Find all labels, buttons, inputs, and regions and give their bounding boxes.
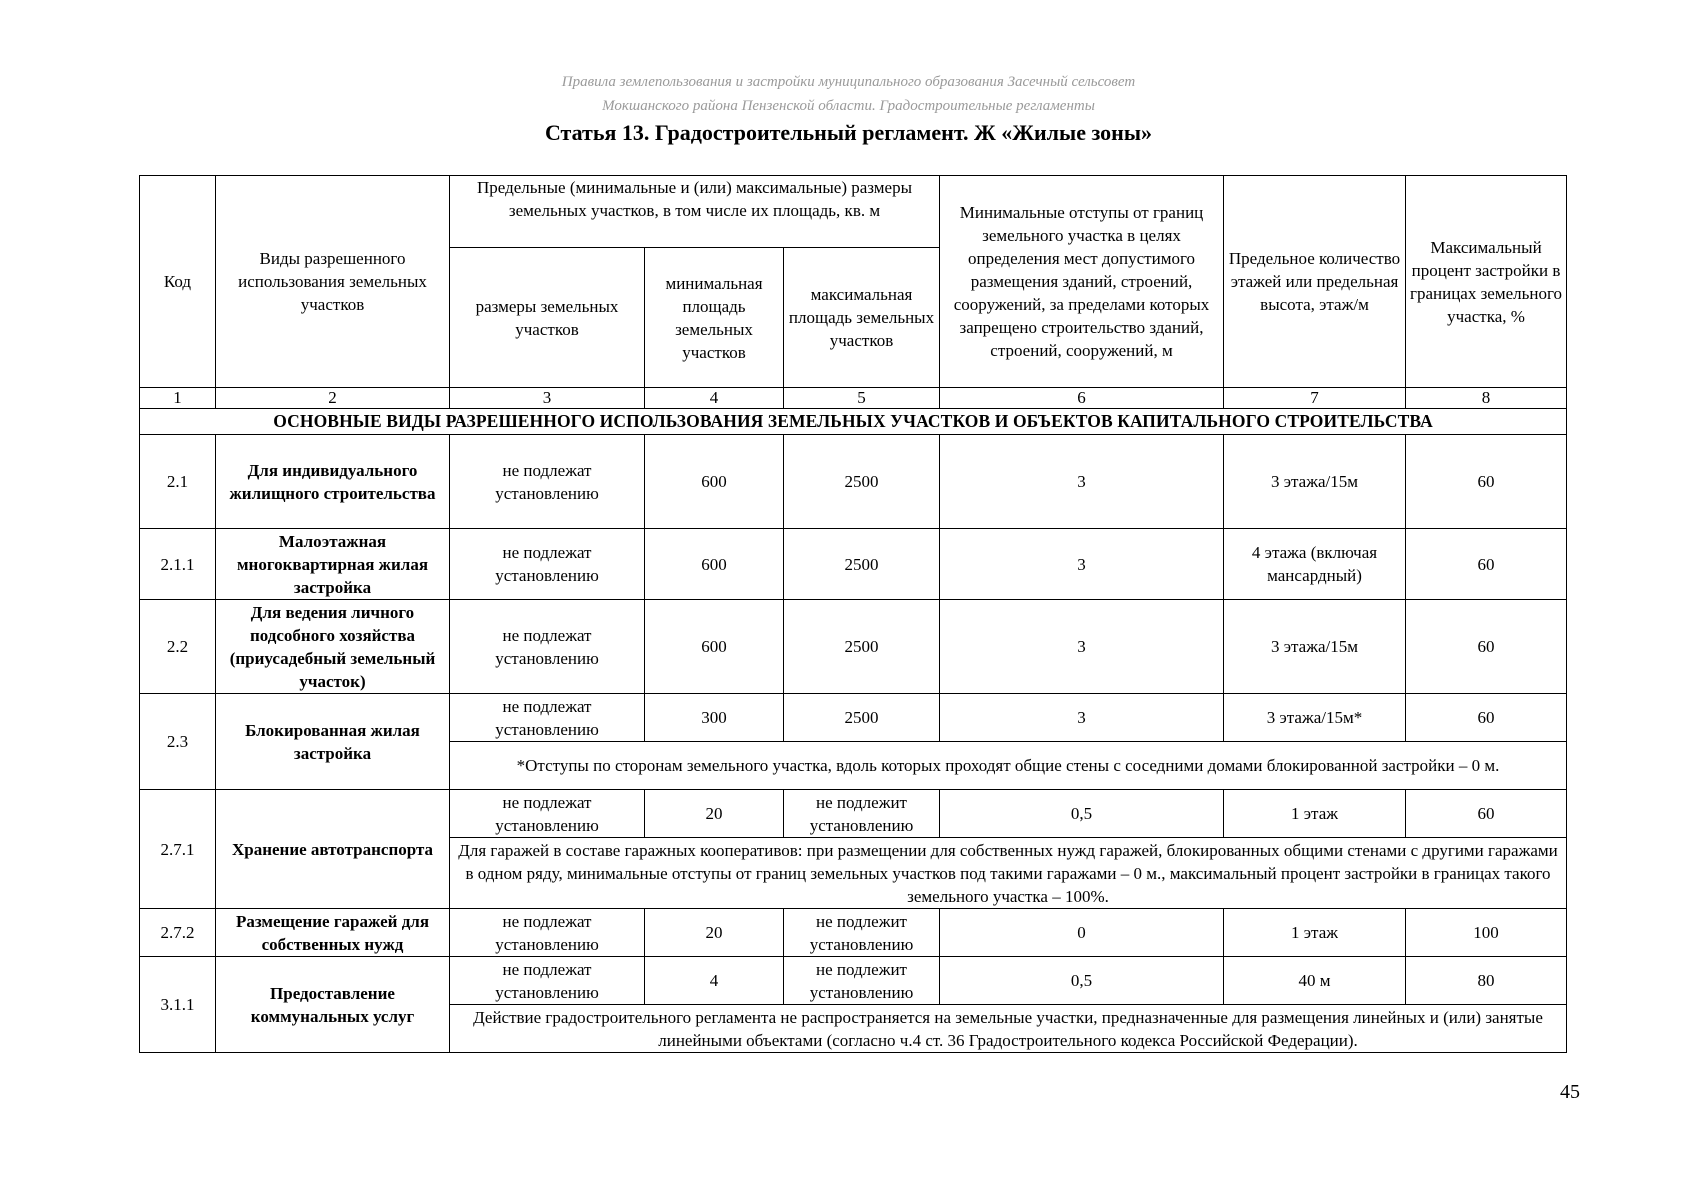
row-plot-sizes: не подлежат установлению <box>450 600 645 694</box>
header-max-area: максимальная площадь земельных участков <box>784 248 940 388</box>
row-min-area: 600 <box>645 600 784 694</box>
page-number: 45 <box>1560 1081 1580 1103</box>
row-setback: 3 <box>940 529 1224 600</box>
row-coverage: 60 <box>1406 529 1567 600</box>
row-plot-sizes: не подлежат установлению <box>450 435 645 529</box>
row-max-area: не подлежит установлению <box>784 909 940 957</box>
table-row <box>140 600 1567 694</box>
header-min-area: минимальная площадь земельных участков <box>645 248 784 388</box>
row-plot-sizes: не подлежат установлению <box>450 957 645 1005</box>
row-coverage: 60 <box>1406 600 1567 694</box>
row-floors: 3 этажа/15м <box>1224 435 1406 529</box>
row-note: Действие градостроительного регламента не распространяется на земельные участки, предназначенные для размещения линейных и (или) занятые линейными объектами (согласно ч.4 ст. 36 Градостроительного кодекса Российской Федерации). <box>450 1005 1567 1053</box>
page-title: Статья 13. Градостроительный регламент. Ж «Жилые зоны» <box>544 120 1153 145</box>
row-use-name: Предоставление коммунальных услуг <box>216 957 450 1053</box>
row-setback: 3 <box>940 435 1224 529</box>
row-floors: 1 этаж <box>1224 790 1406 838</box>
row-note: *Отступы по сторонам земельного участка, вдоль которых проходят общие стены с соседними домами блокированной застройки – 0 м. <box>450 742 1567 790</box>
row-coverage: 60 <box>1406 694 1567 742</box>
row-use-name: Размещение гаражей для собственных нужд <box>216 909 450 957</box>
row-min-area: 20 <box>645 790 784 838</box>
row-use-name: Для ведения личного подсобного хозяйства (приусадебный земельный участок) <box>216 600 450 694</box>
header-coverage: Максимальный процент застройки в границах земельного участка, % <box>1406 176 1567 388</box>
header-use-type: Виды разрешенного использования земельных участков <box>216 176 450 388</box>
column-number: 8 <box>1406 388 1567 409</box>
row-floors: 4 этажа (включая мансардный) <box>1224 529 1406 600</box>
table-header-row <box>140 176 1567 248</box>
row-code: 2.1.1 <box>140 529 216 600</box>
row-use-name: Блокированная жилая застройка <box>216 694 450 790</box>
row-setback: 0 <box>940 909 1224 957</box>
row-min-area: 4 <box>645 957 784 1005</box>
table-row <box>140 790 1567 838</box>
row-use-name: Хранение автотранспорта <box>216 790 450 909</box>
row-use-name: Малоэтажная многоквартирная жилая застройка <box>216 529 450 600</box>
row-max-area: не подлежит установлению <box>784 957 940 1005</box>
row-plot-sizes: не подлежат установлению <box>450 790 645 838</box>
table-row <box>140 909 1567 957</box>
column-number: 7 <box>1224 388 1406 409</box>
section-title: ОСНОВНЫЕ ВИДЫ РАЗРЕШЕННОГО ИСПОЛЬЗОВАНИЯ ЗЕМЕЛЬНЫХ УЧАСТКОВ И ОБЪЕКТОВ КАПИТАЛЬНОГО СТРОИТЕЛЬСТВА <box>140 409 1567 435</box>
row-plot-sizes: не подлежат установлению <box>450 909 645 957</box>
document-header-line-1: Правила землепользования и застройки муниципального образования Засечный сельсовет <box>561 74 1136 90</box>
header-code: Код <box>140 176 216 388</box>
header-plot-limits: Предельные (минимальные и (или) максимальные) размеры земельных участков, в том числе их площадь, кв. м <box>450 176 940 248</box>
row-coverage: 60 <box>1406 790 1567 838</box>
row-min-area: 600 <box>645 435 784 529</box>
column-number: 1 <box>140 388 216 409</box>
column-number: 5 <box>784 388 940 409</box>
row-code: 2.2 <box>140 600 216 694</box>
header-floors: Предельное количество этажей или предельная высота, этаж/м <box>1224 176 1406 388</box>
row-floors: 40 м <box>1224 957 1406 1005</box>
row-coverage: 60 <box>1406 435 1567 529</box>
row-max-area: 2500 <box>784 600 940 694</box>
row-use-name: Для индивидуального жилищного строительства <box>216 435 450 529</box>
column-number: 3 <box>450 388 645 409</box>
column-number: 6 <box>940 388 1224 409</box>
header-plot-sizes: размеры земельных участков <box>450 248 645 388</box>
row-plot-sizes: не подлежат установлению <box>450 529 645 600</box>
table-row <box>140 694 1567 742</box>
document-header-line-2: Мокшанского района Пензенской области. Градостроительные регламенты <box>602 98 1095 114</box>
row-plot-sizes: не подлежат установлению <box>450 694 645 742</box>
header-setbacks: Минимальные отступы от границ земельного участка в целях определения мест допустимого размещения зданий, строений, сооружений, за пределами которых запрещено строительство зданий, строений, сооружений, м <box>940 176 1224 388</box>
row-floors: 3 этажа/15м* <box>1224 694 1406 742</box>
table-row <box>140 957 1567 1005</box>
row-code: 2.7.1 <box>140 790 216 909</box>
row-min-area: 20 <box>645 909 784 957</box>
row-setback: 3 <box>940 694 1224 742</box>
row-min-area: 300 <box>645 694 784 742</box>
section-row <box>140 409 1567 435</box>
row-setback: 0,5 <box>940 957 1224 1005</box>
row-floors: 1 этаж <box>1224 909 1406 957</box>
row-code: 3.1.1 <box>140 957 216 1053</box>
column-number: 2 <box>216 388 450 409</box>
row-floors: 3 этажа/15м <box>1224 600 1406 694</box>
row-min-area: 600 <box>645 529 784 600</box>
row-max-area: 2500 <box>784 435 940 529</box>
row-setback: 0,5 <box>940 790 1224 838</box>
table-row <box>140 529 1567 600</box>
column-number: 4 <box>645 388 784 409</box>
row-max-area: 2500 <box>784 529 940 600</box>
column-number-row <box>140 388 1567 409</box>
row-code: 2.3 <box>140 694 216 790</box>
row-coverage: 100 <box>1406 909 1567 957</box>
regulation-table <box>139 175 1567 1053</box>
row-code: 2.7.2 <box>140 909 216 957</box>
row-coverage: 80 <box>1406 957 1567 1005</box>
row-code: 2.1 <box>140 435 216 529</box>
row-max-area: не подлежит установлению <box>784 790 940 838</box>
row-max-area: 2500 <box>784 694 940 742</box>
table-row <box>140 435 1567 529</box>
row-note: Для гаражей в составе гаражных кооперативов: при размещении для собственных нужд гаражей, блокированных общими стенами с другими гаражами в одном ряду, минимальные отступы от границ земельных участков под такими гаражами – 0 м., максимальный процент застройки в границах такого земельного участка – 100%. <box>450 838 1567 909</box>
row-setback: 3 <box>940 600 1224 694</box>
